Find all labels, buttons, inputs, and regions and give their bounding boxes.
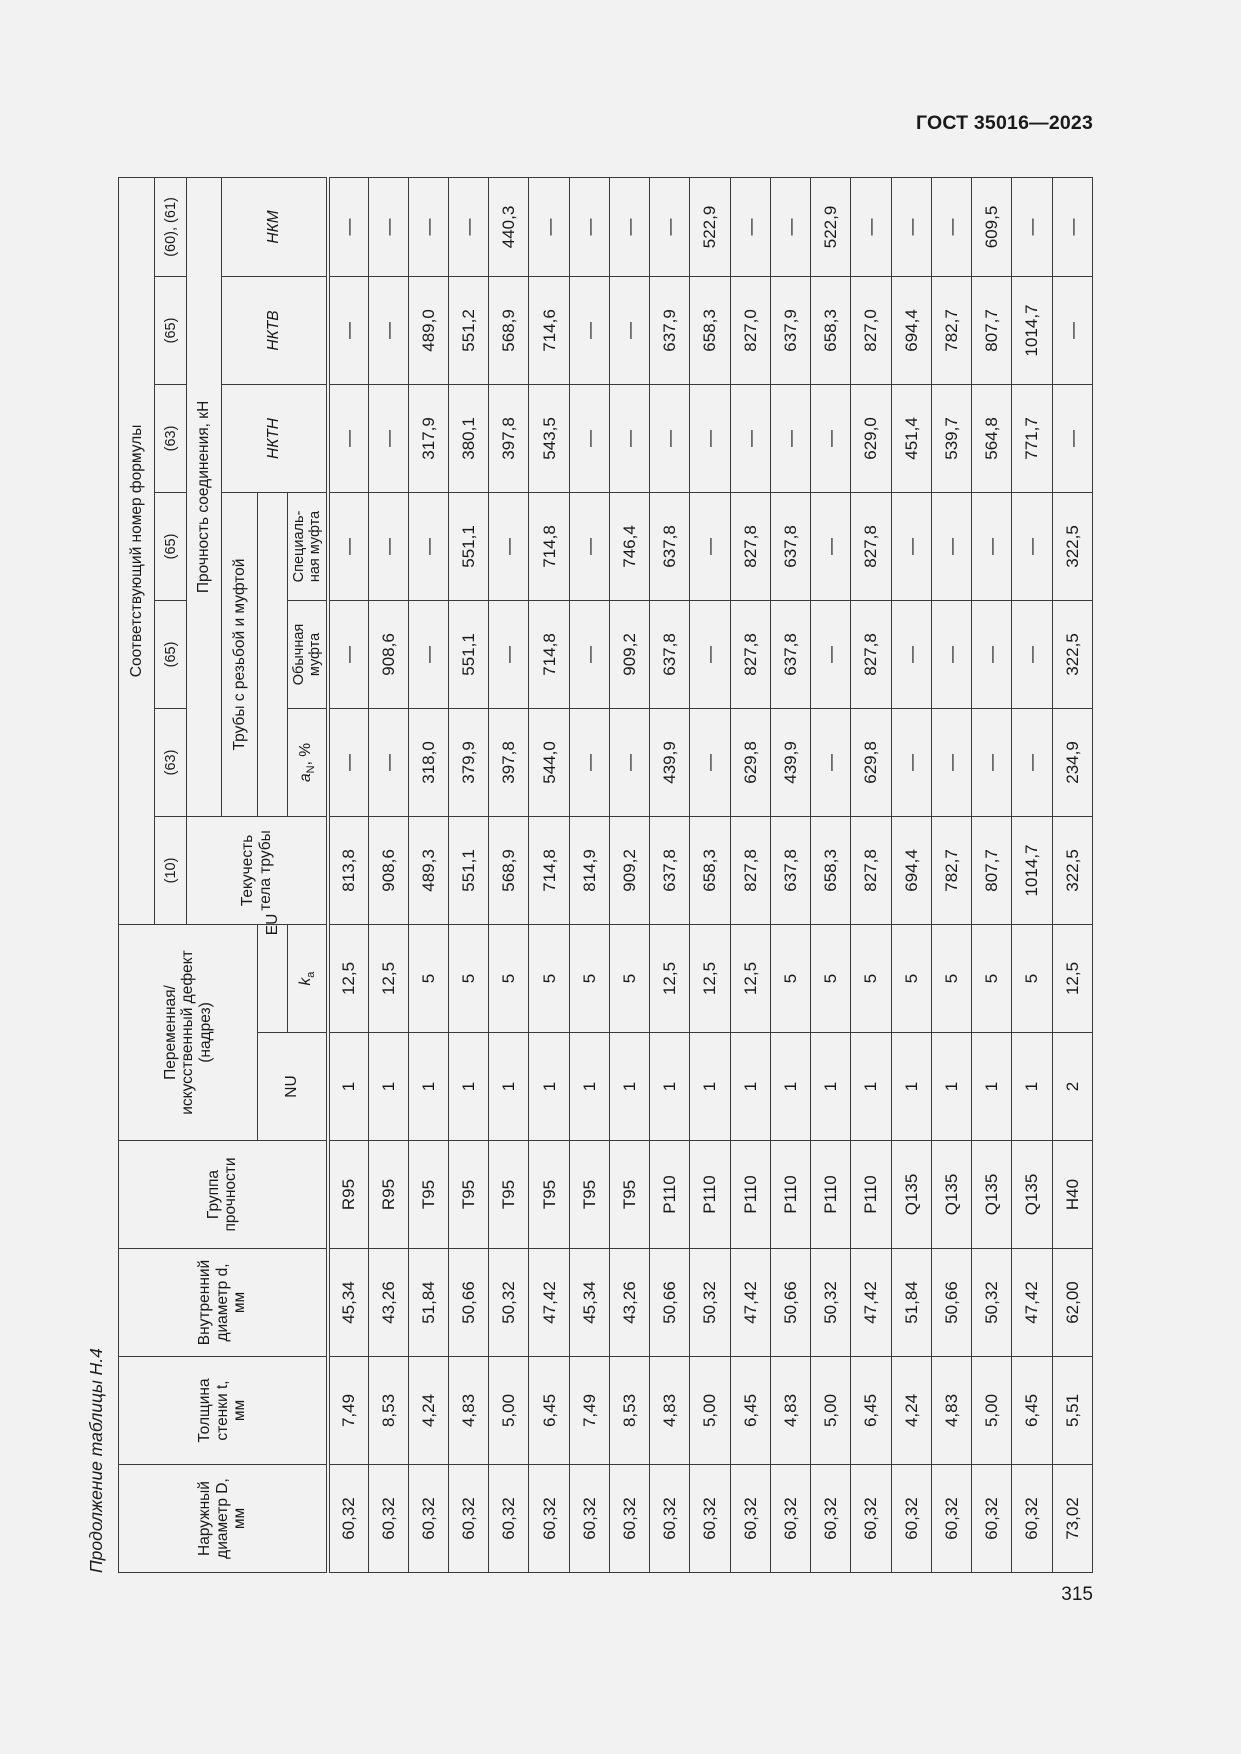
- table-cell: T95: [408, 1141, 448, 1249]
- table-cell: 45,34: [569, 1249, 609, 1357]
- table-cell: —: [328, 276, 368, 384]
- table-cell: 551,2: [448, 276, 488, 384]
- table-cell: 827,0: [851, 276, 891, 384]
- table-cell: —: [1012, 600, 1052, 708]
- table-cell: 45,34: [328, 1249, 368, 1357]
- table-cell: 637,8: [770, 816, 810, 924]
- table-cell: —: [328, 177, 368, 276]
- table-cell: 6,45: [529, 1357, 569, 1465]
- table-cell: 1: [609, 1033, 649, 1141]
- table-cell: 12,5: [328, 924, 368, 1032]
- table-cell: 5: [609, 924, 649, 1032]
- table-cell: T95: [489, 1141, 529, 1249]
- header-threaded-coupled: Трубы с резьбой и муфтой: [221, 492, 257, 816]
- table-cell: —: [569, 708, 609, 816]
- table-body: [328, 177, 1093, 1572]
- table-row: [931, 177, 971, 1572]
- table-cell: 60,32: [972, 1465, 1012, 1573]
- table-cell: 543,5: [529, 384, 569, 492]
- table-cell: 522,9: [811, 177, 851, 276]
- table-cell: 60,32: [489, 1465, 529, 1573]
- table-cell: 50,32: [690, 1249, 730, 1357]
- table-cell: 12,5: [730, 924, 770, 1032]
- table-cell: —: [690, 384, 730, 492]
- table-cell: —: [1012, 177, 1052, 276]
- table-cell: —: [569, 177, 609, 276]
- table-cell: —: [368, 492, 408, 600]
- table-row: [448, 177, 488, 1572]
- table-cell: 551,1: [448, 492, 488, 600]
- table-cell: T95: [569, 1141, 609, 1249]
- table-cell: 5,51: [1052, 1357, 1093, 1465]
- table-cell: 827,8: [851, 816, 891, 924]
- table-cell: —: [690, 600, 730, 708]
- table-cell: —: [328, 600, 368, 708]
- table-cell: —: [690, 708, 730, 816]
- table-cell: 5: [408, 924, 448, 1032]
- table-cell: 637,9: [650, 276, 690, 384]
- table-cell: 50,32: [972, 1249, 1012, 1357]
- document-code: ГОСТ 35016—2023: [916, 112, 1093, 134]
- table-cell: 1: [448, 1033, 488, 1141]
- table-cell: 43,26: [609, 1249, 649, 1357]
- table-cell: 7,49: [328, 1357, 368, 1465]
- header-an: $a_N$, %: [288, 708, 328, 816]
- header-nkm: НКМ: [221, 177, 328, 276]
- table-cell: 714,8: [529, 816, 569, 924]
- table-cell: 60,32: [1012, 1465, 1052, 1573]
- table-cell: 1: [811, 1033, 851, 1141]
- table-cell: 694,4: [891, 276, 931, 384]
- table-row: [569, 177, 609, 1572]
- table-cell: 439,9: [770, 708, 810, 816]
- table-row: [690, 177, 730, 1572]
- table-cell: 658,3: [811, 276, 851, 384]
- table-cell: 658,3: [690, 816, 730, 924]
- header-formula-number: Соответствующий номер формулы: [119, 177, 155, 924]
- table-cell: —: [851, 177, 891, 276]
- table-cell: —: [931, 600, 971, 708]
- table-cell: 6,45: [851, 1357, 891, 1465]
- table-cell: 2: [1052, 1033, 1093, 1141]
- table-cell: 1: [529, 1033, 569, 1141]
- table-cell: 637,9: [770, 276, 810, 384]
- table-cell: 5: [891, 924, 931, 1032]
- table-cell: 1: [368, 1033, 408, 1141]
- header-regular-coupling: Обычная муфта: [288, 600, 328, 708]
- table-cell: —: [408, 177, 448, 276]
- table-caption: Продолжение таблицы Н.4: [86, 1348, 106, 1573]
- header-outer-diameter: Наружный диаметр D, мм: [119, 1465, 328, 1573]
- table-row: [609, 177, 649, 1572]
- table-cell: 60,32: [368, 1465, 408, 1573]
- table-cell: 322,5: [1052, 600, 1093, 708]
- table-cell: 782,7: [931, 276, 971, 384]
- table-cell: 551,1: [448, 600, 488, 708]
- table-cell: 827,8: [730, 600, 770, 708]
- table-cell: 234,9: [1052, 708, 1093, 816]
- table-cell: —: [931, 492, 971, 600]
- table-cell: 440,3: [489, 177, 529, 276]
- table-cell: 827,8: [730, 492, 770, 600]
- table-cell: —: [931, 177, 971, 276]
- table-cell: 5: [569, 924, 609, 1032]
- table-cell: 60,32: [891, 1465, 931, 1573]
- table-cell: 60,32: [770, 1465, 810, 1573]
- table-cell: 60,32: [408, 1465, 448, 1573]
- table-cell: —: [609, 384, 649, 492]
- table-cell: —: [569, 276, 609, 384]
- table-cell: 5,00: [811, 1357, 851, 1465]
- table-cell: 397,8: [489, 384, 529, 492]
- table-cell: —: [368, 708, 408, 816]
- table-cell: 629,8: [851, 708, 891, 816]
- table-cell: 317,9: [408, 384, 448, 492]
- table-cell: —: [811, 384, 851, 492]
- formula-ref: (63): [155, 708, 187, 816]
- table-cell: 1: [328, 1033, 368, 1141]
- table-cell: 1014,7: [1012, 276, 1052, 384]
- table-cell: 5,00: [690, 1357, 730, 1465]
- table-cell: —: [569, 384, 609, 492]
- table-cell: —: [972, 492, 1012, 600]
- table-cell: 827,8: [730, 816, 770, 924]
- table-cell: 1: [730, 1033, 770, 1141]
- table-cell: 909,2: [609, 816, 649, 924]
- table-cell: 4,83: [650, 1357, 690, 1465]
- table-cell: —: [408, 492, 448, 600]
- table-cell: 47,42: [851, 1249, 891, 1357]
- table-cell: T95: [448, 1141, 488, 1249]
- data-table: [118, 177, 1093, 1573]
- table-row: [529, 177, 569, 1572]
- table-cell: —: [569, 492, 609, 600]
- table-cell: 637,8: [650, 492, 690, 600]
- page-number: 315: [1061, 1584, 1093, 1605]
- table-cell: P110: [811, 1141, 851, 1249]
- table-cell: 8,53: [609, 1357, 649, 1465]
- table-cell: —: [609, 276, 649, 384]
- table-cell: —: [650, 177, 690, 276]
- header-ka: $k_a$: [288, 924, 328, 1032]
- table-cell: Q135: [891, 1141, 931, 1249]
- table-cell: 5: [851, 924, 891, 1032]
- table-cell: 397,8: [489, 708, 529, 816]
- table-cell: —: [891, 177, 931, 276]
- table-cell: 814,9: [569, 816, 609, 924]
- table-cell: 1: [931, 1033, 971, 1141]
- table-cell: 1: [972, 1033, 1012, 1141]
- table-cell: 4,83: [448, 1357, 488, 1465]
- table-cell: 813,8: [328, 816, 368, 924]
- table-cell: 60,32: [730, 1465, 770, 1573]
- table-cell: 47,42: [1012, 1249, 1052, 1357]
- table-cell: 629,8: [730, 708, 770, 816]
- table-cell: 489,0: [408, 276, 448, 384]
- table-row: [328, 177, 368, 1572]
- table-cell: 1: [690, 1033, 730, 1141]
- header-yield-body: Текучесть тела трубы: [187, 816, 328, 924]
- table-cell: —: [368, 276, 408, 384]
- header-strength-group: Группа прочности: [119, 1141, 328, 1249]
- formula-ref: (10): [155, 816, 187, 924]
- table-cell: 5,00: [489, 1357, 529, 1465]
- table-cell: —: [931, 708, 971, 816]
- table-cell: 451,4: [891, 384, 931, 492]
- table-cell: 827,0: [730, 276, 770, 384]
- table-cell: P110: [770, 1141, 810, 1249]
- table-cell: 637,8: [650, 816, 690, 924]
- table-cell: 380,1: [448, 384, 488, 492]
- table-cell: —: [368, 384, 408, 492]
- table-cell: 60,32: [650, 1465, 690, 1573]
- table-cell: 60,32: [851, 1465, 891, 1573]
- table-cell: 746,4: [609, 492, 649, 600]
- table-cell: 637,8: [770, 492, 810, 600]
- table-cell: 5: [770, 924, 810, 1032]
- table-cell: —: [770, 384, 810, 492]
- table-cell: 771,7: [1012, 384, 1052, 492]
- table-cell: 4,24: [408, 1357, 448, 1465]
- table-cell: 7,49: [569, 1357, 609, 1465]
- table-cell: 322,5: [1052, 492, 1093, 600]
- formula-ref: (65): [155, 600, 187, 708]
- table-cell: 47,42: [730, 1249, 770, 1357]
- table-cell: 1: [489, 1033, 529, 1141]
- table-cell: —: [891, 492, 931, 600]
- table-cell: 62,00: [1052, 1249, 1093, 1357]
- table-cell: 60,32: [931, 1465, 971, 1573]
- formula-ref: (65): [155, 492, 187, 600]
- table-cell: 47,42: [529, 1249, 569, 1357]
- table-cell: —: [489, 600, 529, 708]
- table-cell: 73,02: [1052, 1465, 1093, 1573]
- table-row: [770, 177, 810, 1572]
- header-special-coupling: Специаль- ная муфта: [288, 492, 328, 600]
- table-cell: P110: [650, 1141, 690, 1249]
- table-cell: 539,7: [931, 384, 971, 492]
- table-row: [650, 177, 690, 1572]
- table-cell: 60,32: [690, 1465, 730, 1573]
- table-cell: 6,45: [730, 1357, 770, 1465]
- table-cell: 5: [448, 924, 488, 1032]
- table-cell: 60,32: [811, 1465, 851, 1573]
- header-nktv: НКТВ: [221, 276, 328, 384]
- table-row: [408, 177, 448, 1572]
- table-cell: 658,3: [690, 276, 730, 384]
- table-cell: 5: [1012, 924, 1052, 1032]
- table-cell: 568,9: [489, 276, 529, 384]
- table-cell: 50,66: [650, 1249, 690, 1357]
- header-defect: Переменная/ искусственный дефект (надрез): [119, 924, 258, 1140]
- table-cell: 1014,7: [1012, 816, 1052, 924]
- table-cell: 379,9: [448, 708, 488, 816]
- table-cell: 5: [489, 924, 529, 1032]
- table-cell: P110: [690, 1141, 730, 1249]
- table-cell: 5: [931, 924, 971, 1032]
- table-cell: —: [328, 492, 368, 600]
- table-cell: 827,8: [851, 492, 891, 600]
- table-cell: H40: [1052, 1141, 1093, 1249]
- table-cell: —: [609, 708, 649, 816]
- table-cell: —: [529, 177, 569, 276]
- table-cell: 782,7: [931, 816, 971, 924]
- table-cell: 4,83: [770, 1357, 810, 1465]
- table-cell: 1: [1012, 1033, 1052, 1141]
- table-cell: 5: [811, 924, 851, 1032]
- table-cell: 827,8: [851, 600, 891, 708]
- table-cell: 714,6: [529, 276, 569, 384]
- table-cell: 544,0: [529, 708, 569, 816]
- header-wall-thickness: Толщина стенки t, мм: [119, 1357, 328, 1465]
- table-cell: 489,3: [408, 816, 448, 924]
- table-cell: 1: [851, 1033, 891, 1141]
- table-row: [851, 177, 891, 1572]
- table-cell: 50,32: [811, 1249, 851, 1357]
- table-cell: 658,3: [811, 816, 851, 924]
- table-cell: —: [489, 492, 529, 600]
- table-cell: —: [328, 708, 368, 816]
- table-cell: P110: [730, 1141, 770, 1249]
- table-cell: 5: [529, 924, 569, 1032]
- table-cell: —: [448, 177, 488, 276]
- table-cell: —: [1052, 276, 1093, 384]
- table-cell: 807,7: [972, 816, 1012, 924]
- table-cell: 629,0: [851, 384, 891, 492]
- table-cell: T95: [529, 1141, 569, 1249]
- table-cell: 8,53: [368, 1357, 408, 1465]
- table-cell: —: [690, 492, 730, 600]
- table-cell: 1: [770, 1033, 810, 1141]
- table-cell: 714,8: [529, 600, 569, 708]
- table-cell: —: [811, 600, 851, 708]
- table-cell: 439,9: [650, 708, 690, 816]
- table-cell: 637,8: [650, 600, 690, 708]
- table-row: [1012, 177, 1052, 1572]
- table-cell: 6,45: [1012, 1357, 1052, 1465]
- table-cell: —: [972, 600, 1012, 708]
- table-cell: 908,6: [368, 816, 408, 924]
- table-row: [368, 177, 408, 1572]
- table-cell: 51,84: [891, 1249, 931, 1357]
- table-cell: 1: [650, 1033, 690, 1141]
- table-cell: —: [891, 600, 931, 708]
- header-nktn: НКТН: [221, 384, 328, 492]
- table-cell: 12,5: [368, 924, 408, 1032]
- table-cell: 60,32: [569, 1465, 609, 1573]
- table-cell: 43,26: [368, 1249, 408, 1357]
- table-row: [1052, 177, 1093, 1572]
- table-cell: —: [368, 177, 408, 276]
- table-cell: —: [770, 177, 810, 276]
- table-cell: 908,6: [368, 600, 408, 708]
- table-cell: —: [569, 600, 609, 708]
- table-cell: 12,5: [1052, 924, 1093, 1032]
- table-cell: —: [972, 708, 1012, 816]
- table-cell: 714,8: [529, 492, 569, 600]
- table-cell: —: [811, 492, 851, 600]
- table-cell: —: [1012, 708, 1052, 816]
- rotated-table-wrapper: [118, 178, 1093, 1573]
- table-cell: 568,9: [489, 816, 529, 924]
- table-row: [730, 177, 770, 1572]
- table-cell: —: [1052, 177, 1093, 276]
- table-cell: Q135: [931, 1141, 971, 1249]
- table-cell: —: [811, 708, 851, 816]
- table-cell: —: [730, 384, 770, 492]
- table-cell: 60,32: [609, 1465, 649, 1573]
- table-cell: 50,66: [448, 1249, 488, 1357]
- table-cell: 1: [891, 1033, 931, 1141]
- table-cell: 694,4: [891, 816, 931, 924]
- table-row: [489, 177, 529, 1572]
- table-cell: 909,2: [609, 600, 649, 708]
- table-row: [811, 177, 851, 1572]
- table-cell: 807,7: [972, 276, 1012, 384]
- table-cell: 60,32: [328, 1465, 368, 1573]
- table-cell: P110: [851, 1141, 891, 1249]
- table-cell: 12,5: [690, 924, 730, 1032]
- table-cell: R95: [328, 1141, 368, 1249]
- table-cell: —: [1052, 384, 1093, 492]
- table-cell: 51,84: [408, 1249, 448, 1357]
- header-inner-diameter: Внутренний диаметр d, мм: [119, 1249, 328, 1357]
- table-cell: 637,8: [770, 600, 810, 708]
- header-nu: NU: [257, 1033, 327, 1141]
- table-cell: 318,0: [408, 708, 448, 816]
- formula-ref: (63): [155, 384, 187, 492]
- table-cell: 4,24: [891, 1357, 931, 1465]
- table-cell: —: [730, 177, 770, 276]
- header-eu: EU: [257, 816, 287, 1032]
- formula-ref: (65): [155, 276, 187, 384]
- formula-ref: (60), (61): [155, 177, 187, 276]
- table-cell: —: [408, 600, 448, 708]
- table-cell: 522,9: [690, 177, 730, 276]
- table-cell: 564,8: [972, 384, 1012, 492]
- table-cell: 551,1: [448, 816, 488, 924]
- table-cell: —: [328, 384, 368, 492]
- table-cell: 1: [569, 1033, 609, 1141]
- table-cell: —: [1012, 492, 1052, 600]
- table-cell: 1: [408, 1033, 448, 1141]
- table-cell: 609,5: [972, 177, 1012, 276]
- header-joint-strength: Прочность соединения, кН: [187, 177, 221, 816]
- table-cell: 12,5: [650, 924, 690, 1032]
- table-cell: Q135: [972, 1141, 1012, 1249]
- table-cell: —: [891, 708, 931, 816]
- table-cell: 4,83: [931, 1357, 971, 1465]
- table-cell: 5,00: [972, 1357, 1012, 1465]
- table-cell: 50,32: [489, 1249, 529, 1357]
- table-cell: 322,5: [1052, 816, 1093, 924]
- table-cell: 50,66: [770, 1249, 810, 1357]
- table-cell: Q135: [1012, 1141, 1052, 1249]
- table-cell: 60,32: [529, 1465, 569, 1573]
- table-row: [891, 177, 931, 1572]
- table-cell: 50,66: [931, 1249, 971, 1357]
- table-cell: 5: [972, 924, 1012, 1032]
- table-cell: —: [609, 177, 649, 276]
- table-row: [972, 177, 1012, 1572]
- table-cell: —: [650, 384, 690, 492]
- table-cell: R95: [368, 1141, 408, 1249]
- table-cell: T95: [609, 1141, 649, 1249]
- table-cell: 60,32: [448, 1465, 488, 1573]
